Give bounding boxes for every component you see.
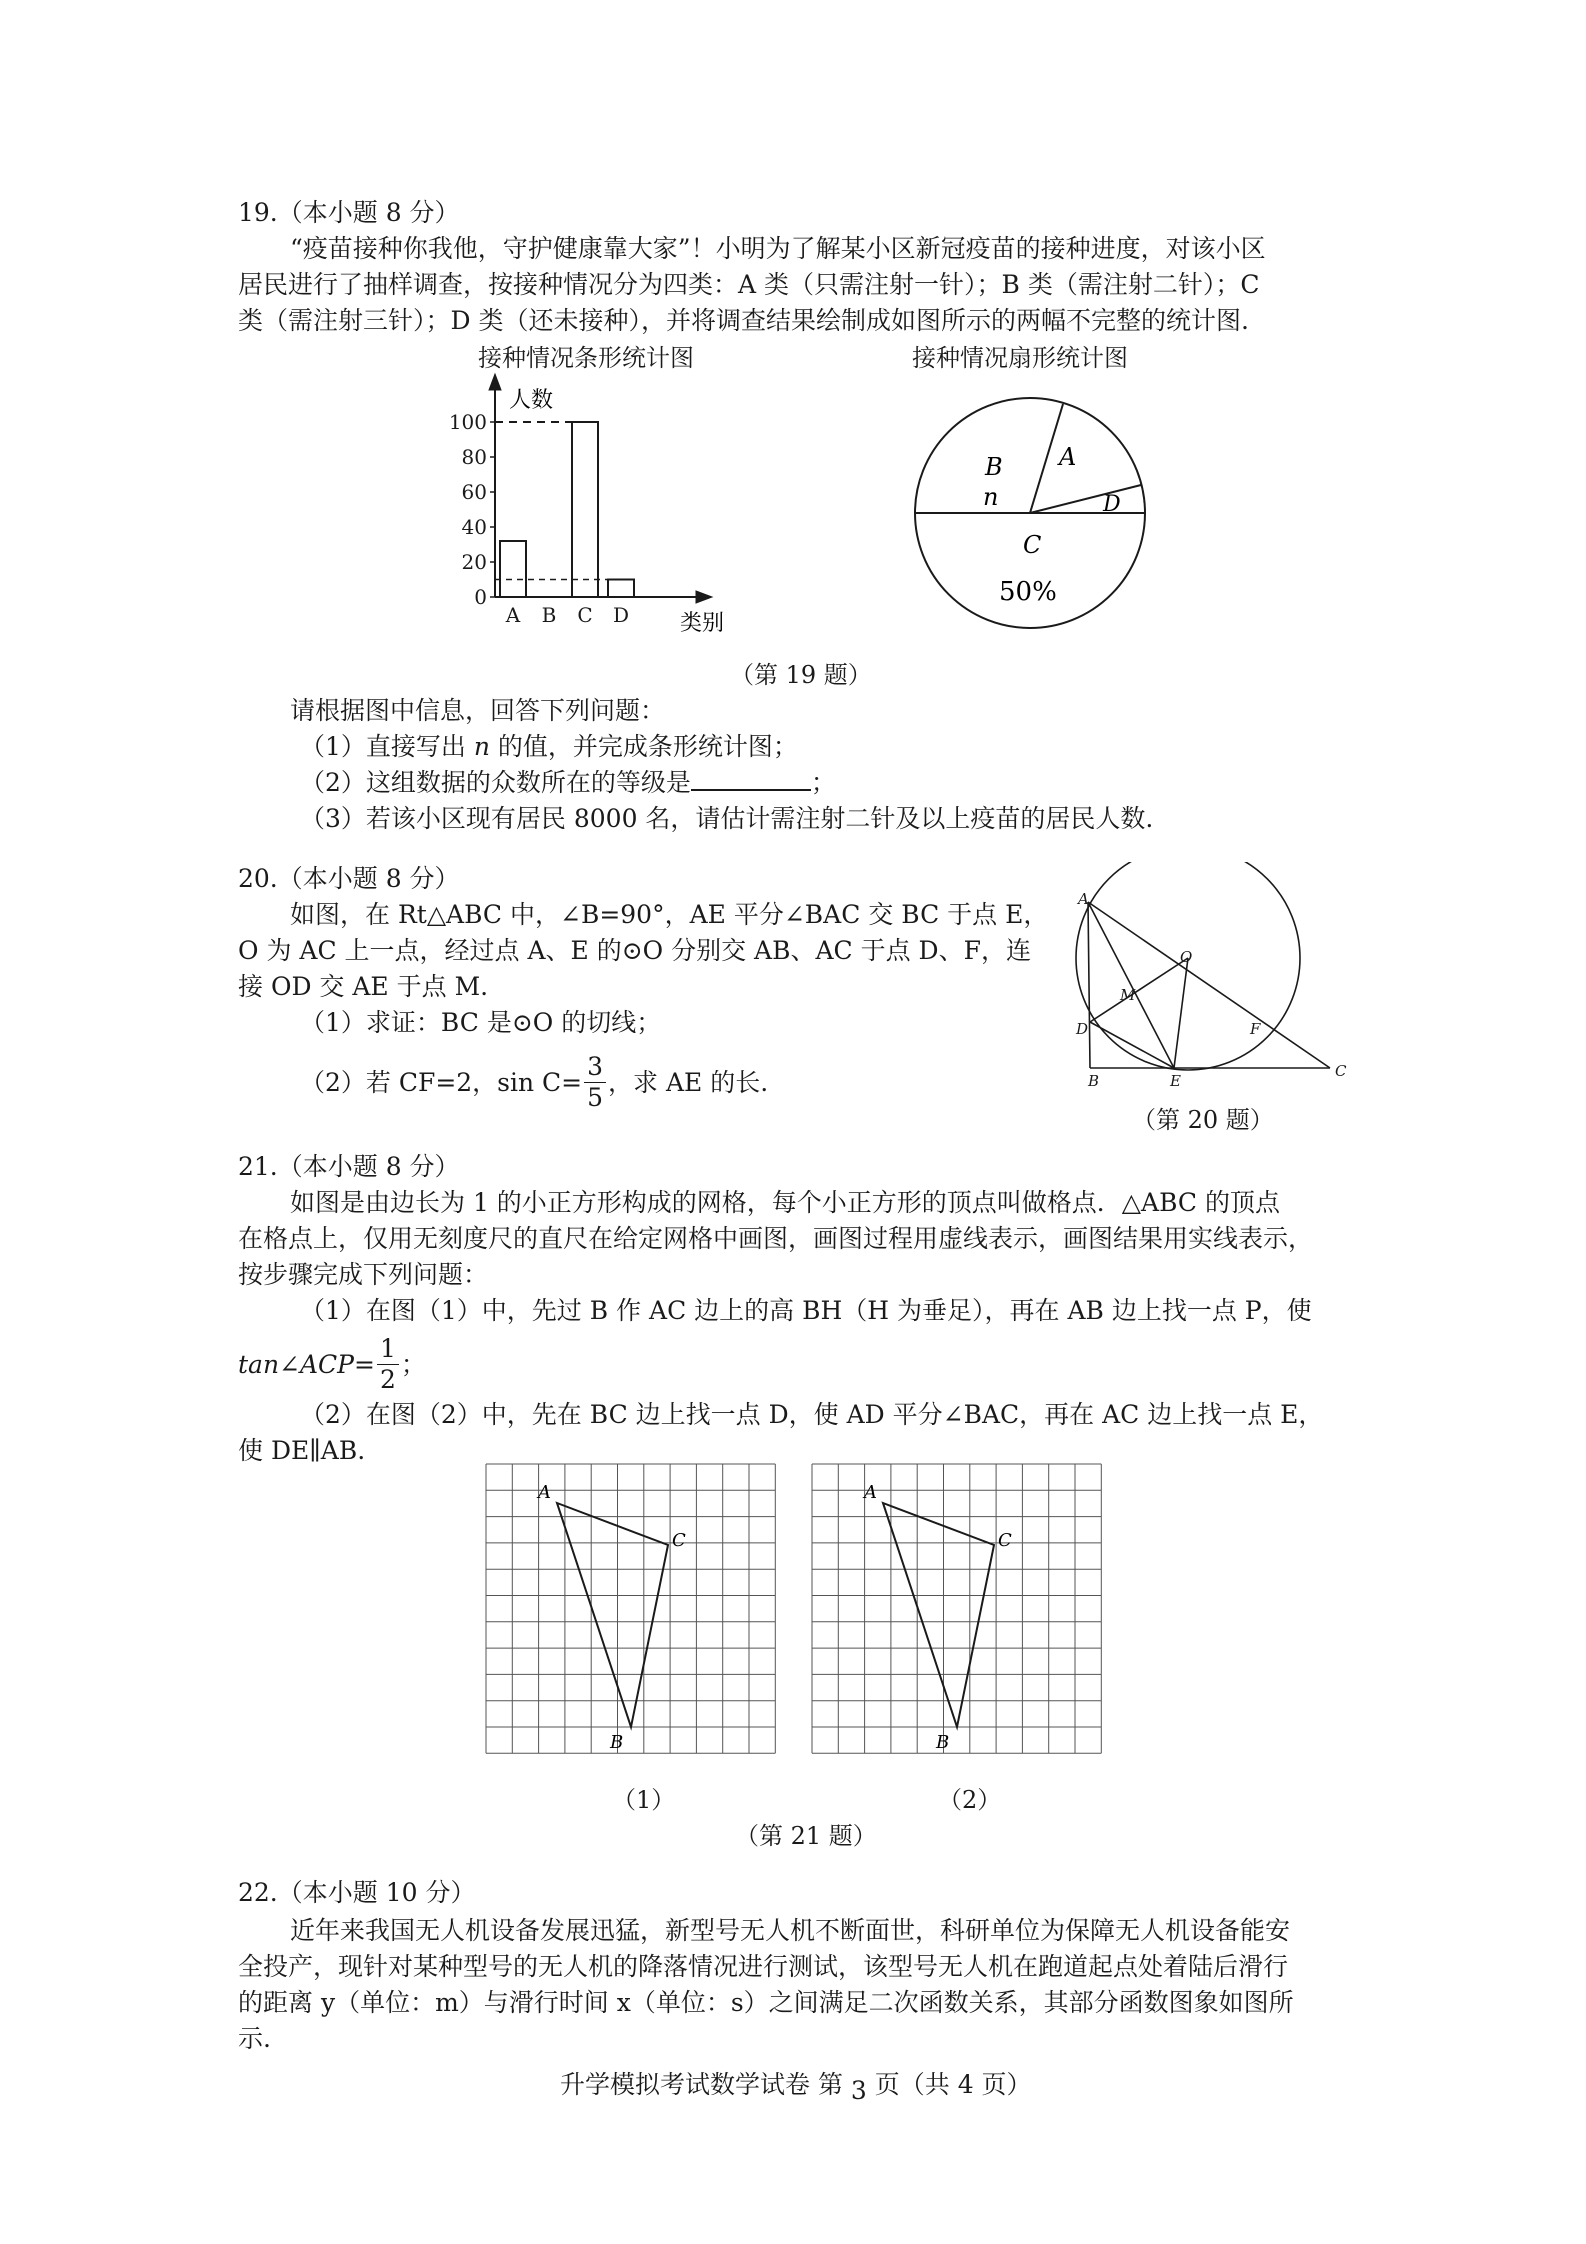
bar-d	[608, 580, 634, 598]
pie-label-a: A	[1059, 443, 1077, 471]
q20-point-b: B	[1088, 1072, 1100, 1090]
bar-y-axis-arrow	[489, 374, 501, 390]
pie-value-n: n	[983, 483, 999, 511]
q21-caption: （第 21 题）	[735, 1822, 877, 1850]
q20-side-ab	[1088, 902, 1090, 1068]
q20-point-e: E	[1170, 1072, 1181, 1090]
q19-text-3: 类（需注射三针）；D 类（还未接种），并将调查结果绘制成如图所示的两幅不完整的统计图.	[238, 306, 1249, 335]
pie-chart	[905, 385, 1165, 645]
q21-text-1: 如图是由边长为 1 的小正方形构成的网格，每个小正方形的顶点叫做格点．△ABC 的顶点	[290, 1188, 1280, 1217]
bar-category-label: A	[505, 603, 521, 627]
q21-fig1-vertex-c: C	[672, 1530, 686, 1551]
bar-y-tick-label: 100	[448, 410, 487, 434]
q20-sub2: （2）若 CF=2，sin C= $\frac{3}{5}$ ，求 AE 的长.	[300, 1052, 769, 1112]
q20-caption: （第 20 题）	[1132, 1106, 1274, 1134]
q19-heading: 19.（本小题 8 分）	[238, 198, 460, 227]
q21-grid-2	[810, 1462, 1110, 1774]
pie-divider-ad	[1030, 485, 1141, 513]
q21-text-3: 按步骤完成下列问题：	[238, 1260, 489, 1289]
q21-fig2-vertex-a: A	[864, 1482, 877, 1503]
page-footer: 升学模拟考试数学试卷 第 3 页（共 4 页）	[560, 2070, 1032, 2105]
q21-grid-1	[484, 1462, 784, 1774]
bar-chart	[440, 372, 740, 642]
q19-sub1: （1）直接写出 n 的值，并完成条形统计图；	[300, 732, 798, 761]
q20-fraction: $\frac{3}{5}$	[584, 1052, 606, 1113]
bar-x-axis-arrow	[696, 591, 712, 603]
pie-chart-title: 接种情况扇形统计图	[912, 344, 1128, 372]
q20-segment-oe	[1174, 958, 1188, 1068]
bar-y-tick-label: 40	[461, 515, 487, 539]
pie-value-c: 50%	[999, 577, 1057, 607]
bar-category-label: B	[541, 603, 557, 627]
q21-text-2: 在格点上，仅用无刻度尺的直尺在给定网格中画图，画图过程用虚线表示，画图结果用实线表示，	[238, 1224, 1314, 1253]
pie-label-d: D	[1103, 492, 1121, 517]
bar-chart-title: 接种情况条形统计图	[478, 344, 694, 372]
q20-point-f: F	[1250, 1020, 1261, 1038]
q21-sub2-cont: 使 DE∥AB.	[238, 1436, 366, 1465]
q19-sub3: （3）若该小区现有居民 8000 名，请估计需注射二针及以上疫苗的居民人数.	[300, 804, 1154, 833]
bar-y-axis-label: 人数	[509, 388, 554, 413]
bar-a	[500, 541, 526, 597]
q21-triangle-1	[557, 1503, 668, 1727]
q21-triangle-2	[883, 1503, 994, 1727]
q21-fig1-vertex-b: B	[610, 1732, 624, 1753]
q20-point-m: M	[1120, 986, 1136, 1004]
q21-sub1: （1）在图（1）中，先过 B 作 AC 边上的高 BH（H 为垂足），再在 AB 边上找一点 P，使	[300, 1296, 1312, 1325]
q22-text-3: 的距离 y（单位：m）与滑行时间 x（单位：s）之间满足二次函数关系，其部分函数图象如图所	[238, 1988, 1294, 2017]
bar-y-tick-label: 60	[461, 480, 487, 504]
bar-x-axis-label: 类别	[680, 611, 725, 636]
bar-c	[572, 422, 598, 597]
bar-y-tick-label: 20	[461, 550, 487, 574]
q19-answer-blank[interactable]	[691, 767, 811, 791]
q19-sub2: （2）这组数据的众数所在的等级是 ；	[300, 768, 836, 797]
q21-sub2: （2）在图（2）中，先在 BC 边上找一点 D，使 AD 平分∠BAC，再在 AC 边上找一点 E，	[300, 1400, 1324, 1429]
q21-heading: 21.（本小题 8 分）	[238, 1152, 460, 1181]
q22-text-4: 示.	[238, 2024, 271, 2053]
q19-text-1: “疫苗接种你我他，守护健康靠大家”！小明为了解某小区新冠疫苗的接种进度，对该小区	[290, 234, 1266, 263]
q21-fraction: $\frac{1}{2}$	[377, 1334, 399, 1395]
q22-text-1: 近年来我国无人机设备发展迅猛，新型号无人机不断面世，科研单位为保障无人机设备能安	[290, 1916, 1291, 1945]
q20-point-d: D	[1076, 1020, 1089, 1038]
bar-y-tick-label: 80	[461, 445, 487, 469]
pie-label-b: B	[985, 453, 1003, 481]
q20-text-3: 接 OD 交 AE 于点 M.	[238, 972, 489, 1001]
q21-fig1-vertex-a: A	[538, 1482, 551, 1503]
q20-segment-od	[1090, 958, 1188, 1022]
q22-heading: 22.（本小题 10 分）	[238, 1878, 476, 1907]
q19-ask: 请根据图中信息，回答下列问题：	[290, 696, 666, 725]
q20-point-c: C	[1335, 1062, 1347, 1080]
bar-category-label: D	[612, 603, 630, 627]
q20-text-1: 如图，在 Rt△ABC 中，∠B=90°，AE 平分∠BAC 交 BC 于点 E，	[290, 900, 1049, 929]
q21-sub1-cont: tan∠ACP= $\frac{1}{2}$ ；	[238, 1334, 426, 1394]
q20-heading: 20.（本小题 8 分）	[238, 864, 460, 893]
q20-sub1: （1）求证：BC 是⊙O 的切线；	[300, 1008, 662, 1037]
q20-point-o: O	[1180, 948, 1193, 966]
q21-fig2-vertex-b: B	[936, 1732, 950, 1753]
q20-text-2: O 为 AC 上一点，经过点 A、E 的⊙O 分别交 AB、AC 于点 D、F，连	[238, 936, 1031, 965]
q20-point-a: A	[1078, 890, 1089, 908]
q19-text-2: 居民进行了抽样调查，按接种情况分为四类：A 类（只需注射一针）；B 类（需注射二针）；C	[238, 270, 1260, 299]
q20-segment-ae	[1088, 902, 1174, 1068]
bar-y-tick-label: 0	[474, 585, 487, 609]
pie-label-c: C	[1023, 531, 1042, 559]
bar-category-label: C	[577, 603, 593, 627]
q20-circle-o	[1076, 862, 1300, 1070]
q20-side-ac	[1088, 902, 1330, 1068]
q21-fig2-label: （2）	[938, 1786, 1002, 1814]
page-number: 3	[850, 2076, 867, 2105]
q20-geometry-figure	[1070, 862, 1360, 1092]
q21-fig2-vertex-c: C	[998, 1530, 1012, 1551]
q19-caption: （第 19 题）	[730, 661, 872, 689]
q22-text-2: 全投产，现针对某种型号的无人机的降落情况进行测试，该型号无人机在跑道起点处着陆后滑行	[238, 1952, 1289, 1981]
q21-fig1-label: （1）	[612, 1786, 676, 1814]
